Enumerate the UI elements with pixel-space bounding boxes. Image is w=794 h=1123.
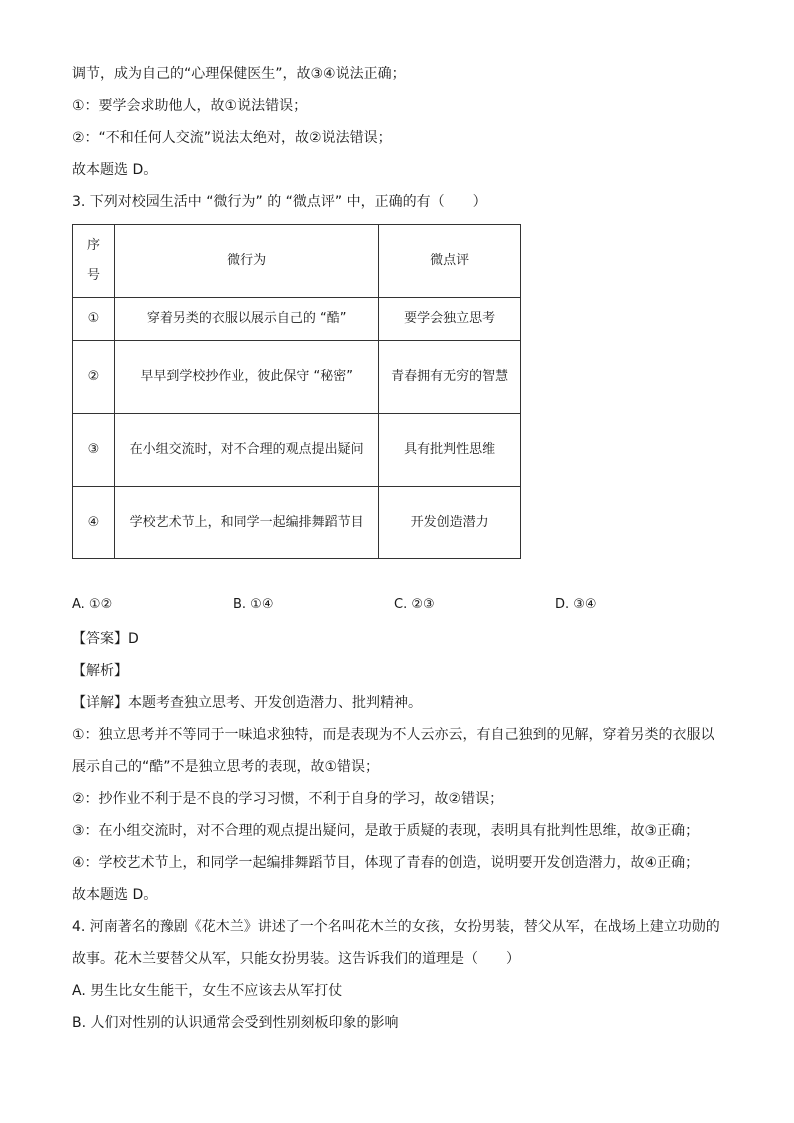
table-cell: 开发创造潜力 (379, 487, 521, 559)
table-cell: 具有批判性思维 (379, 414, 521, 487)
question-4-stem: 4. 河南著名的豫剧《花木兰》讲述了一个名叫花木兰的女孩，女扮男装，替父从军，在战场上建立功勋的故事。花木兰要替父从军，只能女扮男装。这告诉我们的道理是（ ） (72, 919, 720, 967)
table-row (73, 298, 521, 341)
option-c: C. ②③ (394, 597, 435, 612)
table-cell: 青春拥有无穷的智慧 (379, 341, 521, 414)
table-row (73, 487, 521, 559)
document-page (72, 64, 722, 1045)
table-cell: ④ (73, 487, 115, 559)
text-line: ②：“不和任何人交流”说法太绝对，故②说法错误； (72, 130, 392, 146)
table-cell: 早早到学校抄作业，彼此保守 “秘密” (114, 341, 378, 414)
table-header-comment: 微点评 (379, 225, 521, 298)
question-3-options (72, 597, 722, 617)
analysis-label: 【解析】 (72, 663, 128, 679)
text-line: 故本题选 D。 (72, 162, 158, 178)
table-header-behavior: 微行为 (114, 225, 378, 298)
option-b: B. 人们对性别的认识通常会受到性别刻板印象的影响 (72, 1015, 399, 1031)
option-b: B. ①④ (233, 597, 274, 612)
question-3-stem: 3. 下列对校园生活中 “微行为” 的 “微点评” 中，正确的有（ ） (72, 194, 487, 210)
table-cell: 要学会独立思考 (379, 298, 521, 341)
table-cell: 穿着另类的衣服以展示自己的 “酷” (114, 298, 378, 341)
answer-label: 【答案】D (72, 631, 139, 647)
table-cell: ② (73, 341, 115, 414)
table-cell: ③ (73, 414, 115, 487)
table-header-index: 序号 (73, 225, 115, 298)
option-d: D. ③④ (555, 597, 597, 612)
table-cell: 在小组交流时，对不合理的观点提出疑问 (114, 414, 378, 487)
option-a: A. 男生比女生能干，女生不应该去从军打仗 (72, 983, 343, 999)
option-a: A. ①② (72, 597, 113, 612)
detail-line: ③：在小组交流时，对不合理的观点提出疑问，是敢于质疑的表现，表明具有批判性思维，故③正确； (72, 823, 700, 839)
table-row (73, 341, 521, 414)
detail-line: 故本题选 D。 (72, 887, 158, 903)
text-line: ①：要学会求助他人，故①说法错误； (72, 98, 308, 114)
text-line: 调节，成为自己的“心理保健医生”，故③④说法正确； (72, 66, 406, 82)
detail-line: ①：独立思考并不等同于一味追求独特，而是表现为不人云亦云，有自己独到的见解，穿着另类的衣服以展示自己的“酷”不是独立思考的表现，故①错误； (72, 727, 715, 775)
detail-line: 【详解】本题考查独立思考、开发创造潜力、批判精神。 (72, 695, 422, 711)
table-row (73, 414, 521, 487)
table-cell: 学校艺术节上，和同学一起编排舞蹈节目 (114, 487, 378, 559)
question-3-table (72, 224, 521, 559)
detail-line: ②：抄作业不利于是不良的学习习惯，不利于自身的学习，故②错误； (72, 791, 504, 807)
detail-line: ④：学校艺术节上，和同学一起编排舞蹈节目，体现了青春的创造，说明要开发创造潜力，故④正确； (72, 855, 700, 871)
table-cell: ① (73, 298, 115, 341)
